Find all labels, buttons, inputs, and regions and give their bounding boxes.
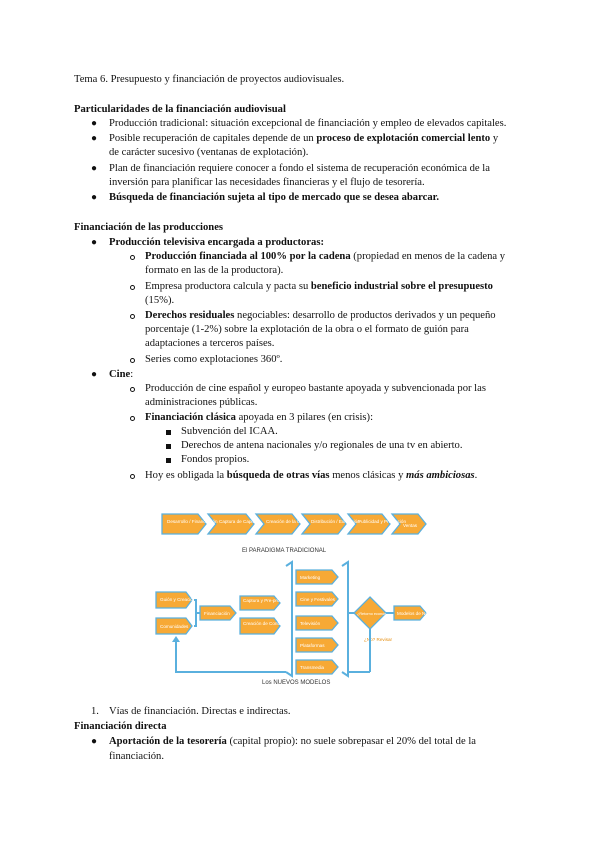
diagram-label: Modelos de Negocio bbox=[397, 611, 439, 616]
text-span: (capital propio): no suele sobrepasar el 20% del total de la bbox=[229, 736, 476, 747]
circle-bullet-icon bbox=[130, 474, 135, 479]
paragraph-line bbox=[109, 735, 476, 748]
diagram-label: ¿Retorno económico? bbox=[357, 612, 395, 616]
bullet-icon: ● bbox=[91, 736, 98, 747]
square-bullet-icon bbox=[166, 430, 171, 435]
paragraph-line: Plan de financiación requiere conocer a fondo el sistema de recuperación económica de la bbox=[109, 163, 490, 174]
paragraph-line: (15%). bbox=[145, 295, 175, 306]
text-span: : bbox=[130, 369, 134, 380]
square-bullet-icon bbox=[166, 458, 171, 463]
bold-italic-text: más ambiciosas bbox=[406, 470, 475, 481]
paragraph-line bbox=[145, 250, 505, 263]
diagram-label: Plataformas bbox=[300, 643, 325, 648]
flow-arrow bbox=[348, 514, 390, 534]
paragraph-line bbox=[145, 280, 493, 293]
tv-label: Producción televisiva encargada a productoras: bbox=[109, 237, 324, 248]
text-span: y bbox=[492, 133, 499, 144]
paragraph-line: adaptaciones a terceros países. bbox=[145, 338, 275, 349]
feedback-loop bbox=[176, 629, 370, 672]
connector bbox=[194, 600, 200, 626]
paragraph-line bbox=[145, 411, 373, 424]
circle-bullet-icon bbox=[130, 314, 135, 319]
flow-arrow bbox=[256, 514, 300, 534]
connector bbox=[286, 562, 292, 676]
pillar-item: Fondos propios. bbox=[181, 454, 250, 465]
circle-bullet-icon bbox=[130, 358, 135, 363]
paragraph-line bbox=[109, 132, 498, 145]
bullet-icon: ● bbox=[91, 192, 98, 203]
paragraph-line: formato en las de la productora). bbox=[145, 265, 284, 276]
section-heading-particularidades: Particularidades de la financiación audiovisual bbox=[74, 104, 286, 115]
bullet-icon: ● bbox=[91, 369, 98, 380]
paragraph-line: porcentaje (1-2%) sobre la explotación de la obra o el formato de guión para bbox=[145, 324, 469, 335]
diagram-label: Captura y Pre-producción bbox=[243, 598, 296, 603]
diagram-label: Financiación bbox=[204, 611, 230, 616]
diagram-label: Marketing bbox=[300, 575, 321, 580]
bold-text: Aportación de la tesorería bbox=[109, 736, 227, 747]
new-models bbox=[156, 562, 439, 676]
section-heading-financiacion: Financiación de las producciones bbox=[74, 222, 224, 233]
square-bullet-icon bbox=[166, 444, 171, 449]
text-span: menos clásicas y bbox=[332, 470, 404, 481]
bold-text: Financiación clásica bbox=[145, 412, 236, 423]
list-number: 1. bbox=[91, 706, 99, 717]
diagram-label: Creación de Contenidos bbox=[243, 621, 293, 626]
financing-paradigm-diagram bbox=[150, 500, 440, 690]
diagram-label: Transmedia bbox=[300, 665, 325, 670]
paragraph-line: financiación. bbox=[109, 751, 165, 762]
paragraph-line: administraciones públicas. bbox=[145, 397, 258, 408]
circle-bullet-icon bbox=[130, 255, 135, 260]
diagram-label: Creación de la Obra bbox=[266, 519, 308, 524]
text-span: negociables: desarrollo de productos derivados y un pequeño bbox=[237, 310, 496, 321]
document-title: Tema 6. Presupuesto y financiación de proyectos audiovisuales. bbox=[74, 74, 345, 85]
numbered-item: Vías de financiación. Directas e indirectas. bbox=[109, 706, 291, 717]
flow-arrow bbox=[162, 514, 206, 534]
bullet-icon: ● bbox=[91, 118, 98, 129]
paragraph-line bbox=[145, 469, 477, 482]
paragraph-line: Búsqueda de financiación sujeta al tipo de mercado que se desea abarcar. bbox=[109, 192, 439, 203]
text-span: Posible recuperación de capitales depende de un bbox=[109, 133, 314, 144]
paragraph-line: Producción tradicional: situación excepcional de financiación y empleo de elevados capitales. bbox=[109, 118, 507, 129]
text-span: . bbox=[474, 470, 478, 481]
bold-text: búsqueda de otras vías bbox=[226, 470, 330, 481]
connector bbox=[342, 562, 348, 676]
text-span: (propiedad en menos de la cadena y bbox=[353, 251, 506, 262]
bold-text: Derechos residuales bbox=[145, 310, 235, 321]
text-span: Empresa productora calcula y pacta su bbox=[145, 281, 309, 292]
top-chain bbox=[162, 514, 426, 534]
diagram-label: Desarrollo / Financiación bbox=[167, 519, 218, 524]
text-span: apoyada en 3 pilares (en crisis): bbox=[238, 412, 374, 423]
paragraph-line: de carácter sucesivo (ventanas de explotación). bbox=[109, 147, 309, 158]
paragraph-line bbox=[145, 309, 496, 322]
circle-bullet-icon bbox=[130, 285, 135, 290]
flow-arrow bbox=[208, 514, 254, 534]
diagram-label: Televisión bbox=[300, 621, 321, 626]
diagram-label: ¿No? Revisar bbox=[364, 637, 393, 642]
diagram-label: Publicidad y Promoción bbox=[358, 519, 407, 524]
cine-label bbox=[109, 368, 133, 381]
pillar-item: Subvención del ICAA. bbox=[181, 426, 278, 437]
circle-bullet-icon bbox=[130, 416, 135, 421]
diagram-label: Comunidades bbox=[160, 624, 189, 629]
paragraph-line: inversión para planificar las necesidades financieras y el flujo de tesorería. bbox=[109, 177, 425, 188]
pillar-item: Derechos de antena nacionales y/o regionales de una tv en abierto. bbox=[181, 440, 463, 451]
diagram-label: Captura de Capital bbox=[219, 519, 258, 524]
arrowhead-icon bbox=[172, 636, 180, 642]
bullet-icon: ● bbox=[91, 237, 98, 248]
text-span: Hoy es obligada la bbox=[145, 470, 225, 481]
paragraph-line: Producción de cine español y europeo bastante apoyada y subvencionada por las bbox=[145, 383, 486, 394]
diagram-label: Distribución / Exhibición bbox=[311, 519, 360, 524]
bullet-icon: ● bbox=[91, 133, 98, 144]
bold-text: proceso de explotación comercial lento bbox=[316, 133, 491, 144]
bold-text: beneficio industrial sobre el presupuesto bbox=[310, 281, 493, 292]
circle-bullet-icon bbox=[130, 387, 135, 392]
flow-arrow bbox=[302, 514, 346, 534]
diagram-label: Ventas bbox=[403, 523, 418, 528]
bold-text: Producción financiada al 100% por la cadena bbox=[145, 251, 351, 262]
paragraph-line: Series como explotaciones 360º. bbox=[145, 354, 283, 365]
diagram-caption-top: El PARADIGMA TRADICIONAL bbox=[242, 548, 327, 554]
section-heading-directa: Financiación directa bbox=[74, 721, 167, 732]
bold-text: Cine bbox=[109, 369, 131, 380]
bullet-icon: ● bbox=[91, 163, 98, 174]
diagram-caption-bottom: Los NUEVOS MODELOS bbox=[262, 680, 331, 686]
diagram-label: Guión y Creación bbox=[160, 597, 196, 602]
diagram-label: Cine y Festivales bbox=[300, 597, 335, 602]
